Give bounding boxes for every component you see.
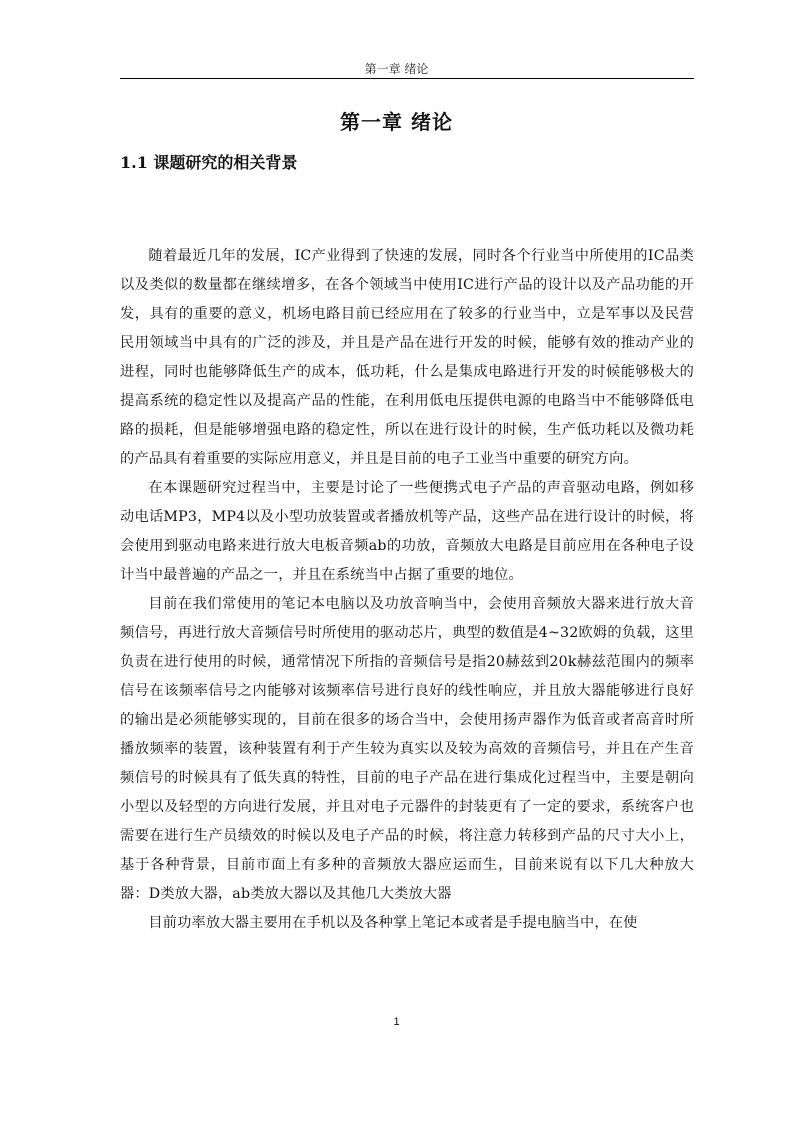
paragraph: 目前功率放大器主要用在手机以及各种掌上笔记本或者是手提电脑当中，在使 — [148, 915, 638, 931]
page-number: 1 — [393, 1016, 400, 1028]
paragraph: 在本课题研究过程当中，主要是讨论了一些便携式电子产品的声音驱动电路，例如移动电话MP3，MP4以及小型功放装置或者播放机等产品，这些产品在进行设计的时候，将会使用到驱动电路来进行放大电板音频ab的功放，音频放大电路是目前应用在各种电子设计当中最普遍的产品之一，并且在系统当中占据了重要的地位。 — [120, 480, 694, 583]
body-text — [120, 242, 694, 938]
section-title: 1.1 课题研究的相关背景 — [120, 153, 298, 172]
chapter-title: 第一章 绪论 — [340, 110, 453, 134]
running-header: 第一章 绪论 — [364, 62, 429, 76]
header-rule — [120, 78, 694, 79]
paragraph: 随着最近几年的发展，IC产业得到了快速的发展，同时各个行业当中所使用的IC品类以及类似的数量都在继续增多，在各个领域当中使用IC进行产品的设计以及产品功能的开发，具有的重要的意义，机场电路目前已经应用在了较多的行业当中，立是军事以及民营民用领域当中具有的广泛的涉及，并且是产品在进行开发的时候，能够有效的推动产业的进程，同时也能够降低生产的成本，低功耗，什么是集成电路进行开发的时候能够极大的提高系统的稳定性以及提高产品的性能，在利用低电压提供电源的电路当中不能够降低电路的损耗，但是能够增强电路的稳定性，所以在进行设计的时候，生产低功耗以及微功耗的产品具有着重要的实际应用意义，并且是目前的电子工业当中重要的研究方向。 — [120, 248, 694, 467]
paragraph: 目前在我们常使用的笔记本电脑以及功放音响当中，会使用音频放大器来进行放大音频信号，再进行放大音频信号时所使用的驱动芯片，典型的数值是4~32欧姆的负载，这里负责在进行使用的时候，通常情况下所指的音频信号是指20赫兹到20k赫兹范围内的频率信号在该频率信号之内能够对该频率信号进行良好的线性响应，并且放大器能够进行良好的输出是必须能够实现的，目前在很多的场合当中，会使用扬声器作为低音或者高音时所播放频率的装置，该种装置有利于产生较为真实以及较为高效的音频信号，并且在产生音频信号的时候具有了低失真的特性，目前的电子产品在进行集成化过程当中，主要是朝向小型以及轻型的方向进行发展，并且对电子元器件的封装更有了一定的要求，系统客户也需要在进行生产员绩效的时候以及电子产品的时候，将注意力转移到产品的尺寸大小上，基于各种背景，目前市面上有多种的音频放大器应运而生，目前来说有以下几大种放大器：D类放大器，ab类放大器以及其他几大类放大器 — [120, 596, 694, 902]
